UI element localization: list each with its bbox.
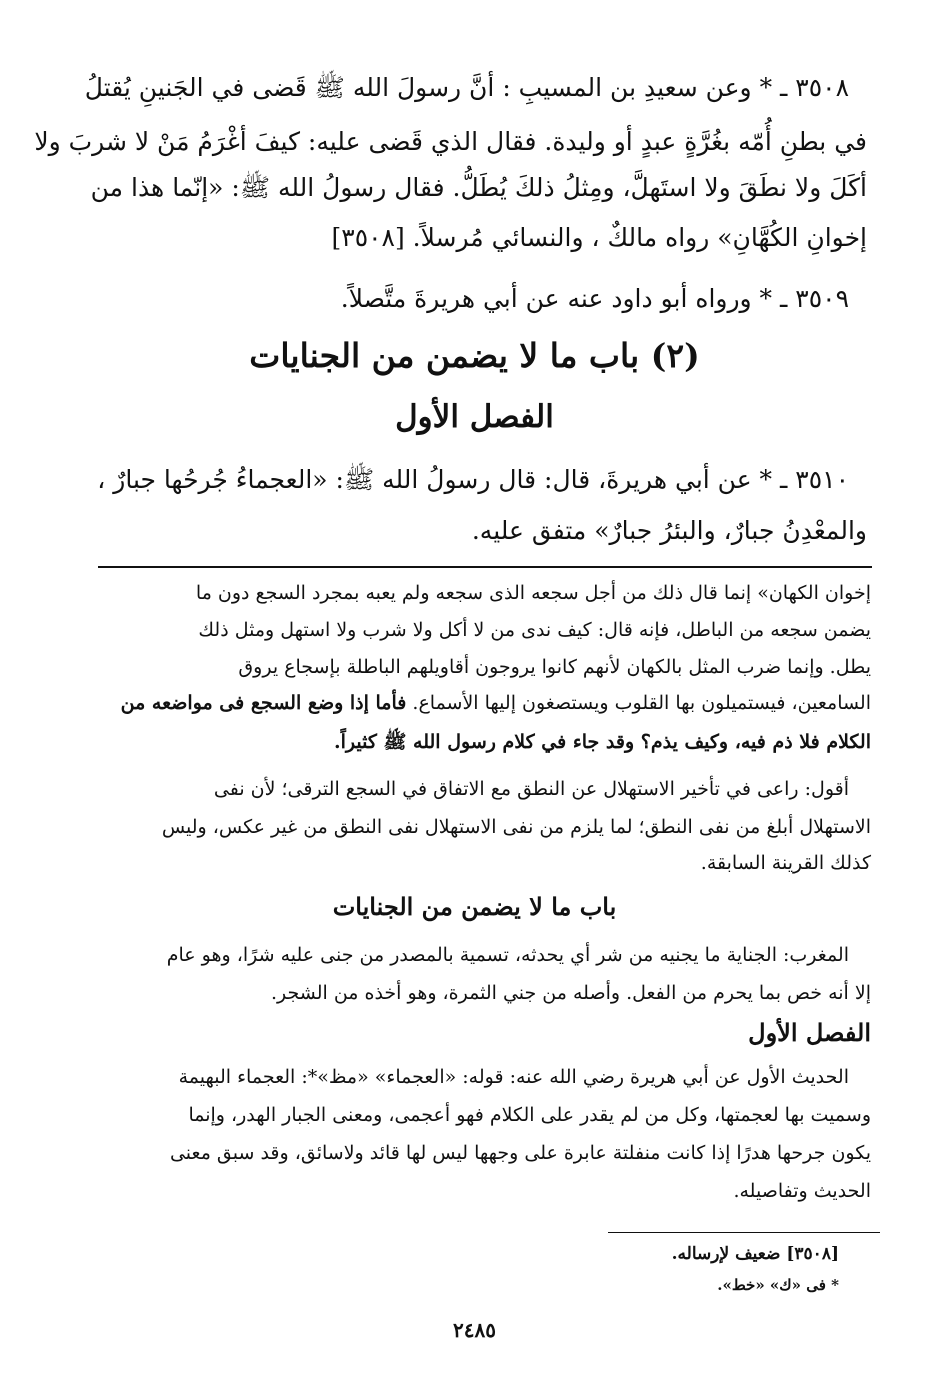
hadith-3508-line-3: أكَلَ ولا نطَقَ ولا استَهلَّ، ومِثلُ ذلكَ يُطَلُّ. فقال رسولُ الله ﷺ: «إنّما هذا من bbox=[90, 173, 867, 202]
footnote-1: [٣٥٠٨] ضعيف لإرساله. bbox=[671, 1244, 839, 1264]
footnote-divider bbox=[608, 1232, 880, 1233]
hadith-3510-line-1: ٣٥١٠ ـ * عن أبي هريرةَ، قال: قال رسولُ الله ﷺ: «العجماءُ جُرحُها جبارٌ ، bbox=[97, 465, 849, 494]
commentary-p1-line-4-bold: فأما إذا وضع السجع فى مواضعه من bbox=[120, 692, 407, 714]
commentary-p4-line-2: وسميت بها لعجمتها، وكل من لم يقدر على الكلام فهو أعجمى، ومعنى الجبار الهدر، وإنما bbox=[188, 1104, 871, 1126]
commentary-p1-line-2: يضمن سجعه من الباطل، فإنه قال: كيف ندى من لا أكل ولا شرب ولا استهل ومثل ذلك bbox=[198, 619, 871, 641]
commentary-p4-line-4: الحديث وتفاصيله. bbox=[733, 1180, 871, 1202]
section-title: الفصل الأول bbox=[395, 399, 554, 435]
chapter-title: (٢) باب ما لا يضمن من الجنايات bbox=[249, 336, 700, 375]
commentary-p1-line-4-plain: السامعين، فيستميلون بها القلوب ويستصغون إليها الأسماع. bbox=[412, 692, 871, 714]
commentary-section-title: الفصل الأول bbox=[748, 1018, 871, 1047]
commentary-p1-line-4 bbox=[121, 690, 871, 716]
divider-main-commentary bbox=[98, 566, 872, 568]
hadith-3508-line-2: في بطنِ أُمّه بغُرَّةٍ عبدٍ أو وليدة. فقال الذي قَضى عليه: كيفَ أغْرَمُ مَنْ لا شربَ ولا bbox=[34, 127, 867, 156]
commentary-p4-line-3: يكون جرحها هدرًا إذا كانت منفلتة عابرة على وجهها ليس لها قائد ولاسائق، وقد سبق معنى bbox=[169, 1142, 871, 1164]
commentary-chapter-title: باب ما لا يضمن من الجنايات bbox=[332, 892, 617, 921]
commentary-p3-line-1: المغرب: الجناية ما يجنيه من شر أي يحدثه، تسمية بالمصدر من جنى عليه شرًا، وهو عام bbox=[166, 944, 849, 966]
footnote-2: * فى «ك» «خط». bbox=[717, 1276, 839, 1294]
commentary-p2-line-2: الاستهلال أبلغ من نفى النطق؛ لما يلزم من نفى الاستهلال نفى النطق من غير عكس، وليس bbox=[161, 816, 871, 838]
commentary-p2-line-1: أقول: راعى في تأخير الاستهلال عن النطق مع الاتفاق في السجع الترقى؛ لأن نفى bbox=[213, 778, 849, 800]
hadith-3508-line-4: إخوانِ الكُهَّانِ» رواه مالكٌ ، والنسائي مُرسلاً. [٣٥٠٨] bbox=[331, 223, 867, 252]
commentary-p1-line-5: الكلام فلا ذم فيه، وكيف يذم؟ وقد جاء في كلام رسول الله ﷺ كثيراً. bbox=[333, 731, 871, 753]
hadith-3510-line-2: والمعْدِنُ جبارٌ، والبئرُ جبارٌ» متفق عليه. bbox=[471, 516, 867, 545]
commentary-p1-line-3: يطل. وإنما ضرب المثل بالكهان لأنهم كانوا يروجون أقاويلهم الباطلة بإسجاع يروق bbox=[238, 656, 871, 678]
hadith-3509: ٣٥٠٩ ـ * ورواه أبو داود عنه عن أبي هريرةَ متَّصلاً. bbox=[340, 284, 849, 313]
commentary-p2-line-3: كذلك القرينة السابقة. bbox=[700, 852, 871, 874]
hadith-3508-line-1: ٣٥٠٨ ـ * وعن سعيدِ بن المسيبِ : أنَّ رسولَ الله ﷺ قَضى في الجَنينِ يُقتلُ bbox=[84, 73, 849, 102]
page-number: ٢٤٨٥ bbox=[453, 1318, 496, 1342]
commentary-p1-line-1: إخوان الكهان» إنما قال ذلك من أجل سجعه الذى سجعه ولم يعبه بمجرد السجع دون ما bbox=[195, 582, 871, 604]
commentary-p3-line-2: إلا أنه خص بما يحرم من الفعل. وأصله من جني الثمرة، وهو أخذه من الشجر. bbox=[270, 982, 871, 1004]
commentary-p4-line-1: الحديث الأول عن أبي هريرة رضي الله عنه: قوله: «العجماء» «مظ»*: العجماء البهيمة bbox=[178, 1066, 849, 1088]
